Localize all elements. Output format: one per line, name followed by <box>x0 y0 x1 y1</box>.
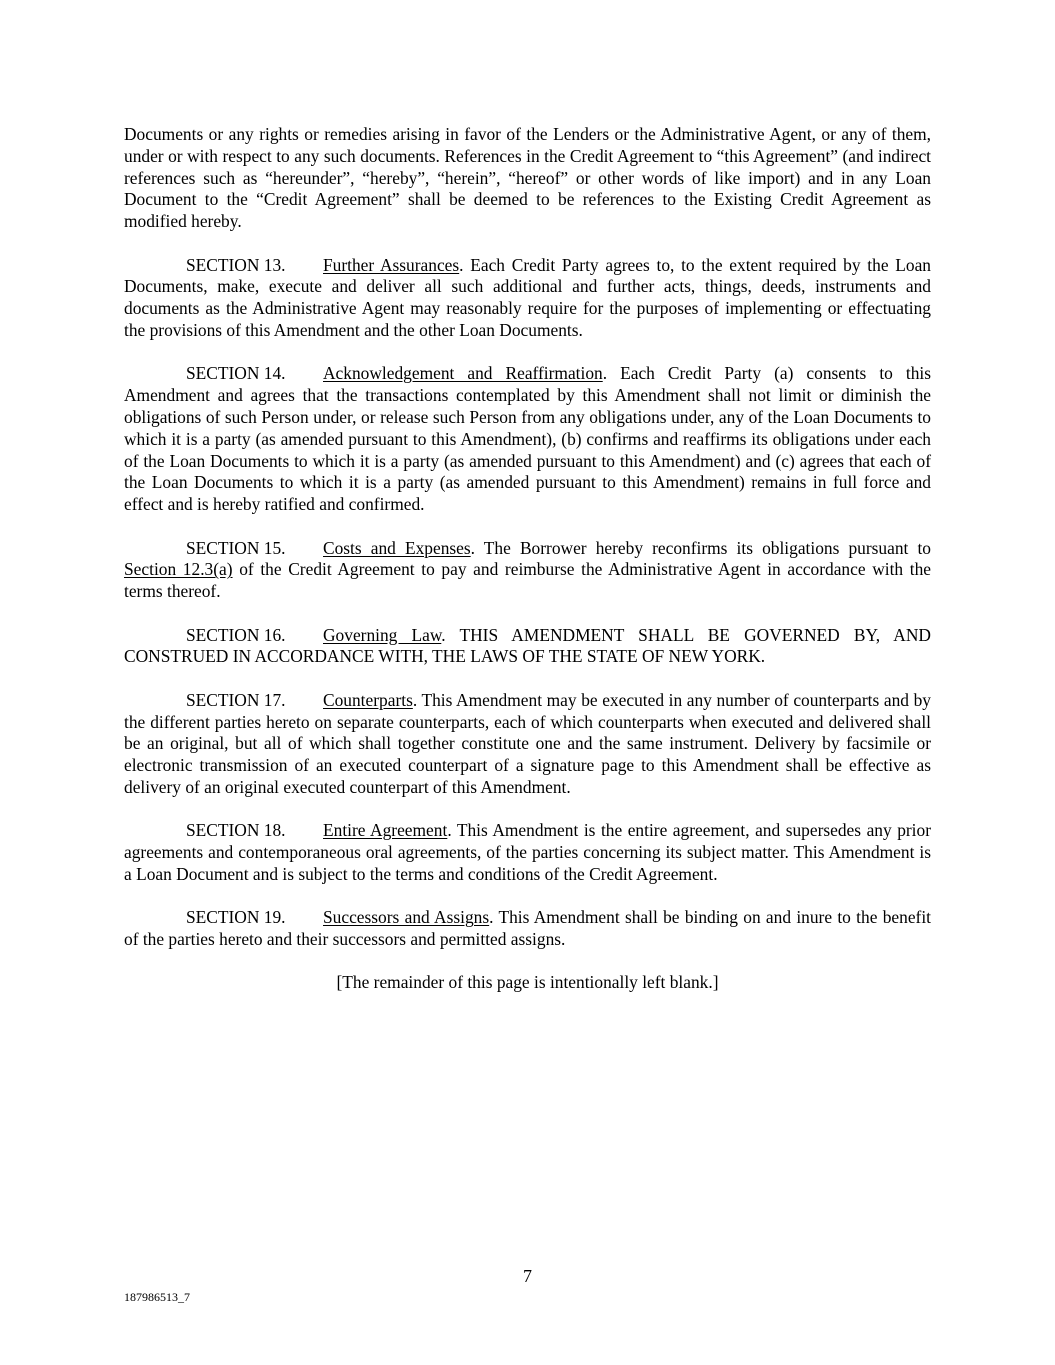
section-13-number: SECTION 13. <box>186 254 286 275</box>
section-16 <box>124 625 931 669</box>
section-14 <box>124 363 931 516</box>
section-18 <box>124 820 931 885</box>
section-15-title: Costs and Expenses <box>323 537 471 558</box>
document-id: 187986513_7 <box>124 1290 190 1304</box>
section-13-text: . Each Credit Party agrees to, to the extent required by the Loan Documents, make, execute and deliver all such additional and further acts, things, deeds, instruments and documents as the Administrative Agent may reasonably require for the purposes of implementing or effectuating the provisions of this Amendment and the other Loan Documents. <box>124 254 931 340</box>
section-15 <box>124 538 931 603</box>
section-17-text: . This Amendment may be executed in any number of counterparts and by the different parties hereto on separate counterparts, each of which counterparts when executed and delivered shall be an original, but all of which shall together constitute one and the same instrument. Delivery by facsimile or electronic transmission of an executed counterpart of a signature page to this Amendment shall be effective as delivery of an original executed counterpart of this Amendment. <box>124 689 931 797</box>
section-13-title: Further Assurances <box>323 254 460 275</box>
section-18-title: Entire Agreement <box>323 820 448 841</box>
section-15-text-before: . The Borrower hereby reconfirms its obligations pursuant to <box>470 537 931 558</box>
page-number: 7 <box>523 1266 532 1286</box>
section-18-text: . This Amendment is the entire agreement, and supersedes any prior agreements and contemporaneous oral agreements, of the parties concerning its subject matter. This Amendment is a Loan Document and is subject to the terms and conditions of the Credit Agreement. <box>124 820 931 884</box>
section-15-text-after: of the Credit Agreement to pay and reimburse the Administrative Agent in accordance with the terms thereof. <box>124 559 931 602</box>
section-19-number: SECTION 19. <box>186 907 286 928</box>
section-16-title: Governing Law <box>323 624 442 645</box>
section-17 <box>124 690 931 799</box>
section-14-text: . Each Credit Party (a) consents to this Amendment and agrees that the transactions contemplated by this Amendment shall not limit or diminish the obligations of such Person under, or release such Person from any obligations under, any of the Loan Documents to which it is a party (as amended pursuant to this Amendment), (b) confirms and reaffirms its obligations under each of the Loan Documents to which it is a party (as amended pursuant to this Amendment) and (c) agrees that each of the Loan Documents to which it is a party (as amended pursuant to this Amendment) remains in full force and effect and is hereby ratified and confirmed. <box>124 363 931 515</box>
section-14-title: Acknowledgement and Reaffirmation <box>323 363 603 384</box>
section-19-text: . This Amendment shall be binding on and inure to the benefit of the parties hereto and their successors and permitted assigns. <box>124 907 931 950</box>
section-17-number: SECTION 17. <box>186 689 286 710</box>
document-body <box>124 124 931 1016</box>
section-19-title: Successors and Assigns <box>323 907 490 928</box>
section-15-reference: Section 12.3(a) <box>124 559 233 580</box>
section-16-text: . THIS AMENDMENT SHALL BE GOVERNED BY, AND CONSTRUED IN ACCORDANCE WITH, THE LAWS OF THE STATE OF NEW YORK. <box>124 624 931 667</box>
section-19 <box>124 907 931 951</box>
blank-page-note: [The remainder of this page is intentionally left blank.] <box>336 972 719 993</box>
section-13 <box>124 255 931 342</box>
section-15-number: SECTION 15. <box>186 537 286 558</box>
section-14-number: SECTION 14. <box>186 363 286 384</box>
intro-paragraph: Documents or any rights or remedies arising in favor of the Lenders or the Administrative Agent, or any of them, under or with respect to any such documents. References in the Credit Agreement to “this Agreement” (and indirect references such as “hereunder”, “hereby”, “herein”, “hereof” or other words of like import) and in any Loan Document to the “Credit Agreement” shall be deemed to be references to the Existing Credit Agreement as modified hereby. <box>124 124 931 232</box>
section-16-number: SECTION 16. <box>186 624 286 645</box>
section-18-number: SECTION 18. <box>186 820 286 841</box>
section-17-title: Counterparts <box>323 689 413 710</box>
